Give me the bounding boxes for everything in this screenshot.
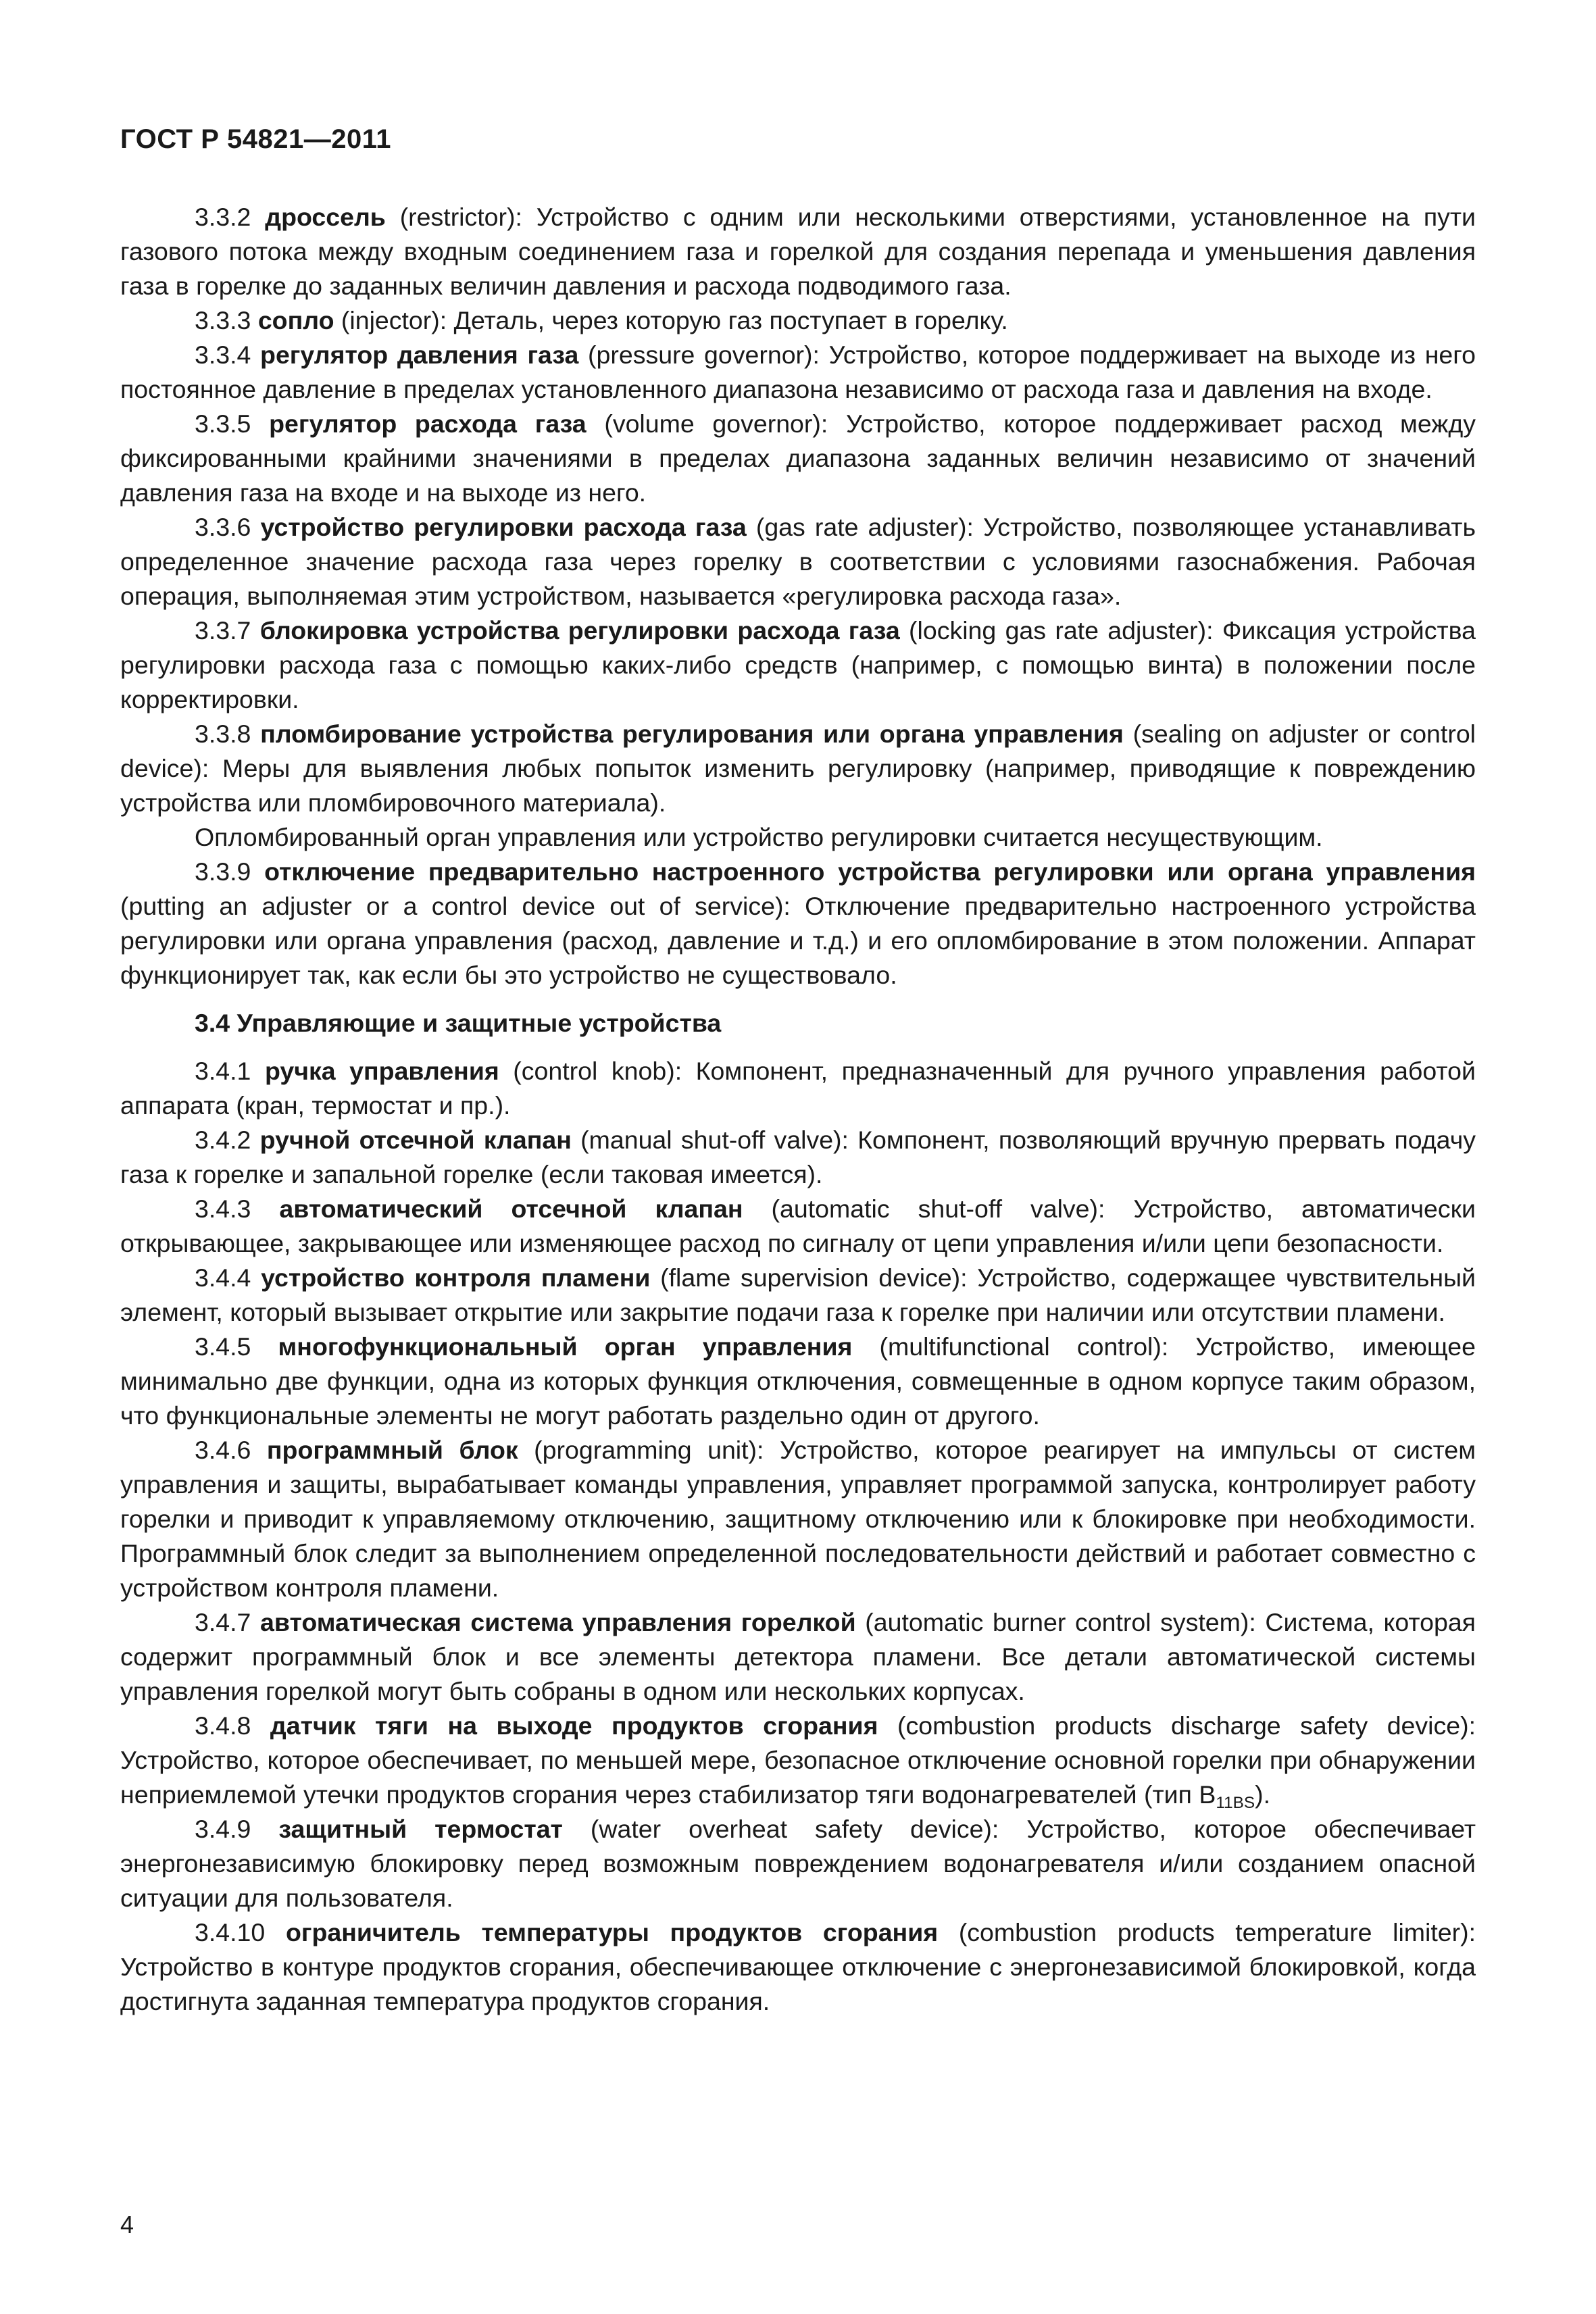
- definition-3-4-6: 3.4.6 программный блок (programming unit): Устройство, которое реагирует на импульсы от систем управления и защиты, вырабатывает команды управления, управляет программой запуска, контролирует работу горелки и приводит к управляемому отключению, защитному отключению или к блокировке при необходимости. Программный блок следит за выполнением определенной последовательности действий и работает совместно с устройством контроля пламени.: [120, 1436, 1476, 1602]
- definition-3-3-4: 3.3.4 регулятор давления газа (pressure governor): Устройство, которое поддерживает на выходе из него постоянное давление в пределах установленного диапазона независимо от расхода газа и давления на входе.: [120, 341, 1476, 403]
- term: ручка управления: [264, 1057, 499, 1085]
- definition-3-4-3: 3.4.3 автоматический отсечной клапан (automatic shut-off valve): Устройство, автоматически открывающее, закрывающее или изменяющее расход по сигналу от цепи управления и/или цепи безопасности.: [120, 1194, 1476, 1257]
- section-3-3: [120, 200, 1476, 992]
- term: пломбирование устройства регулирования или органа управления: [260, 720, 1124, 748]
- term: блокировка устройства регулировки расхода газа: [259, 616, 900, 645]
- definition-3-3-8: 3.3.8 пломбирование устройства регулирования или органа управления (sealing on adjuster or control device): Меры для выявления любых попыток изменить регулировку (например, приводящие к повреждению устройства или пломбировочного материала).: [120, 720, 1476, 817]
- definition-3-4-7: 3.4.7 автоматическая система управления горелкой (automatic burner control system): Система, которая содержит программный блок и все элементы детектора пламени. Все детали автоматической системы управления горелкой могут быть собраны в одном или нескольких корпусах.: [120, 1608, 1476, 1705]
- term: датчик тяги на выходе продуктов сгорания: [270, 1711, 878, 1740]
- term: ручной отсечной клапан: [259, 1126, 572, 1154]
- definition-3-3-2: 3.3.2 дроссель (restrictor): Устройство с одним или несколькими отверстиями, установленное на пути газового потока между входным соединением газа и горелкой для создания перепада и уменьшения давления газа в горелке до заданных величин давления и расхода подводимого газа.: [120, 203, 1476, 300]
- note-3-3-8: Опломбированный орган управления или устройство регулировки считается несуществующим.: [195, 823, 1323, 851]
- definition-3-4-8: 3.4.8 датчик тяги на выходе продуктов сгорания (combustion products discharge safety device): Устройство, которое обеспечивает, по меньшей мере, безопасное отключение основной горелки при обнаружении неприемлемой утечки продуктов сгорания через стабилизатор тяги водонагревателей (тип $B_{11BS}$).: [120, 1711, 1476, 1812]
- term: отключение предварительно настроенного устройства регулировки или органа управления: [264, 857, 1476, 886]
- definition-3-3-6: 3.3.6 устройство регулировки расхода газа (gas rate adjuster): Устройство, позволяющее устанавливать определенное значение расхода газа через горелку в соответствии с условиями газоснабжения. Рабочая операция, выполняемая этим устройством, называется «регулировка расхода газа».: [120, 513, 1476, 610]
- definition-3-3-3: 3.3.3 сопло (injector): Деталь, через которую газ поступает в горелку.: [195, 306, 1008, 334]
- subscript: 11BS: [1216, 1793, 1255, 1812]
- term: дроссель: [265, 203, 386, 231]
- term: многофункциональный орган управления: [278, 1332, 853, 1361]
- section-3-4: [120, 1054, 1476, 2019]
- term: автоматическая система управления горелкой: [260, 1608, 856, 1636]
- term: сопло: [257, 306, 334, 334]
- term: защитный термостат: [278, 1815, 563, 1843]
- term: регулятор давления газа: [260, 341, 579, 369]
- term: устройство контроля пламени: [261, 1263, 651, 1292]
- standard-header: ГОСТ Р 54821—2011: [120, 124, 391, 154]
- term: автоматический отсечной клапан: [279, 1194, 743, 1223]
- definition-3-3-7: 3.3.7 блокировка устройства регулировки расхода газа (locking gas rate adjuster): Фиксация устройства регулировки расхода газа с помощью каких-либо средств (например, с помощью винта) в положении после корректировки.: [120, 616, 1476, 713]
- term: программный блок: [266, 1436, 518, 1464]
- definition-3-4-4: 3.4.4 устройство контроля пламени (flame supervision device): Устройство, содержащее чувствительный элемент, который вызывает открытие или закрытие подачи газа к горелке при наличии или отсутствии пламени.: [120, 1263, 1476, 1326]
- definition-3-3-9: 3.3.9 отключение предварительно настроенного устройства регулировки или органа управления (putting an adjuster or a control device out of service): Отключение предварительно настроенного устройства регулировки или органа управления (расход, давление и т.д.) и его опломбирование в этом положении. Аппарат функционирует так, как если бы это устройство не существовало.: [120, 857, 1476, 989]
- definition-3-4-9: 3.4.9 защитный термостат (water overheat safety device): Устройство, которое обеспечивает энергонезависимую блокировку перед возможным повреждением водонагревателя и/или созданием опасной ситуации для пользователя.: [120, 1815, 1476, 1912]
- definition-3-3-5: 3.3.5 регулятор расхода газа (volume governor): Устройство, которое поддерживает расход между фиксированными крайними значениями в пределах диапазона заданных величин независимо от значений давления газа на входе и на выходе из него.: [120, 409, 1476, 507]
- term: регулятор расхода газа: [269, 409, 587, 438]
- section-heading-3-4: 3.4 Управляющие и защитные устройства: [195, 1009, 722, 1037]
- definition-3-4-5: 3.4.5 многофункциональный орган управления (multifunctional control): Устройство, имеющее минимально две функции, одна из которых функция отключения, совмещенные в одном корпусе таким образом, что функциональные элементы не могут работать раздельно один от другого.: [120, 1332, 1476, 1430]
- definition-3-4-2: 3.4.2 ручной отсечной клапан (manual shut-off valve): Компонент, позволяющий вручную прервать подачу газа к горелке и запальной горелке (если таковая имеется).: [120, 1126, 1476, 1188]
- term: ограничитель температуры продуктов сгорания: [285, 1918, 939, 1946]
- page-number: 4: [120, 2211, 134, 2238]
- document-body: [120, 200, 1476, 2019]
- definition-3-4-10: 3.4.10 ограничитель температуры продуктов сгорания (combustion products temperature limiter): Устройство в контуре продуктов сгорания, обеспечивающее отключение с энергонезависимой блокировкой, когда достигнута заданная температура продуктов сгорания.: [120, 1918, 1476, 2015]
- definition-3-4-1: 3.4.1 ручка управления (control knob): Компонент, предназначенный для ручного управления работой аппарата (кран, термостат и пр.).: [120, 1057, 1476, 1120]
- term: устройство регулировки расхода газа: [260, 513, 747, 541]
